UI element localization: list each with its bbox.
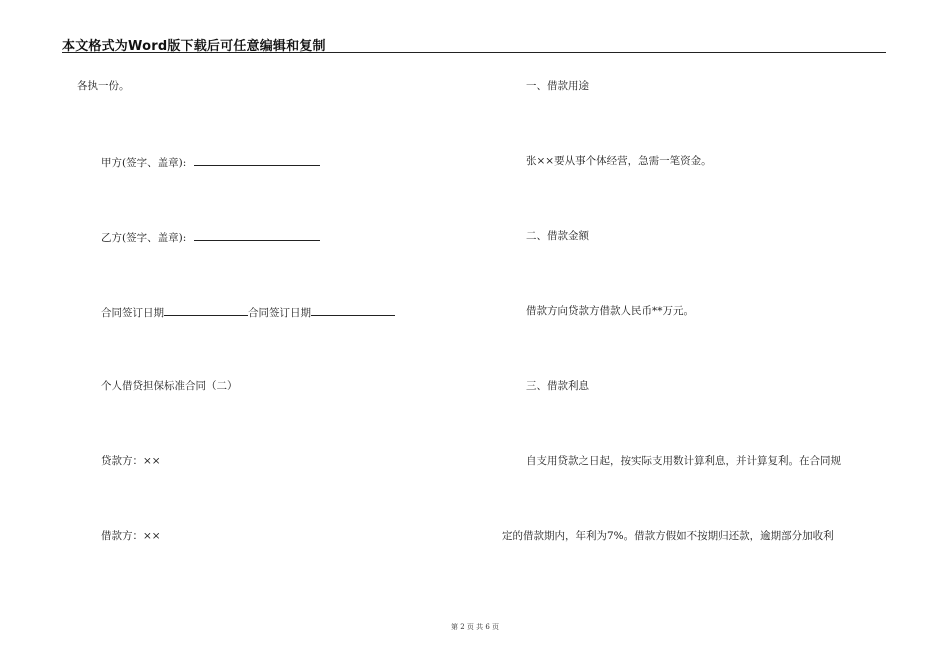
- sign-date-line: [101, 305, 395, 319]
- lender-line: 贷款方：××: [101, 455, 161, 467]
- party-a-label: 甲方(签字、盖章):: [101, 157, 187, 169]
- contract-subtitle: 个人借贷担保标准合同（二）: [101, 380, 238, 392]
- section2-text: 借款方向贷款方借款人民币**万元。: [526, 305, 694, 317]
- section1-title: 一、借款用途: [526, 80, 589, 92]
- section3-text-line-2: 定的借款期内，年利为7%。借款方假如不按期归还款，逾期部分加收利: [502, 530, 834, 542]
- sign-date-blank-1: [164, 305, 248, 316]
- party-a-signature-blank: [194, 155, 320, 166]
- borrower-line: 借款方：××: [101, 530, 161, 542]
- header-title: 本文格式为Word版下载后可任意编辑和复制: [62, 39, 326, 54]
- section1-text: 张××要从事个体经营，急需一笔资金。: [526, 155, 712, 167]
- header-divider: [62, 52, 886, 53]
- sign-date-label-2: 合同签订日期: [248, 307, 311, 319]
- section2-title: 二、借款金额: [526, 230, 589, 242]
- party-a-signature-line: [101, 155, 320, 169]
- copies-text: 各执一份。: [77, 80, 130, 92]
- section3-title: 三、借款利息: [526, 380, 589, 392]
- section3-text-line-1: 自支用贷款之日起，按实际支用数计算利息，并计算复利。在合同规: [526, 455, 841, 467]
- party-b-signature-blank: [194, 230, 320, 241]
- party-b-label: 乙方(签字、盖章):: [101, 232, 187, 244]
- sign-date-blank-2: [311, 305, 395, 316]
- page-number-footer: 第 2 页 共 6 页: [450, 623, 500, 631]
- party-b-signature-line: [101, 230, 320, 244]
- sign-date-label-1: 合同签订日期: [101, 307, 164, 319]
